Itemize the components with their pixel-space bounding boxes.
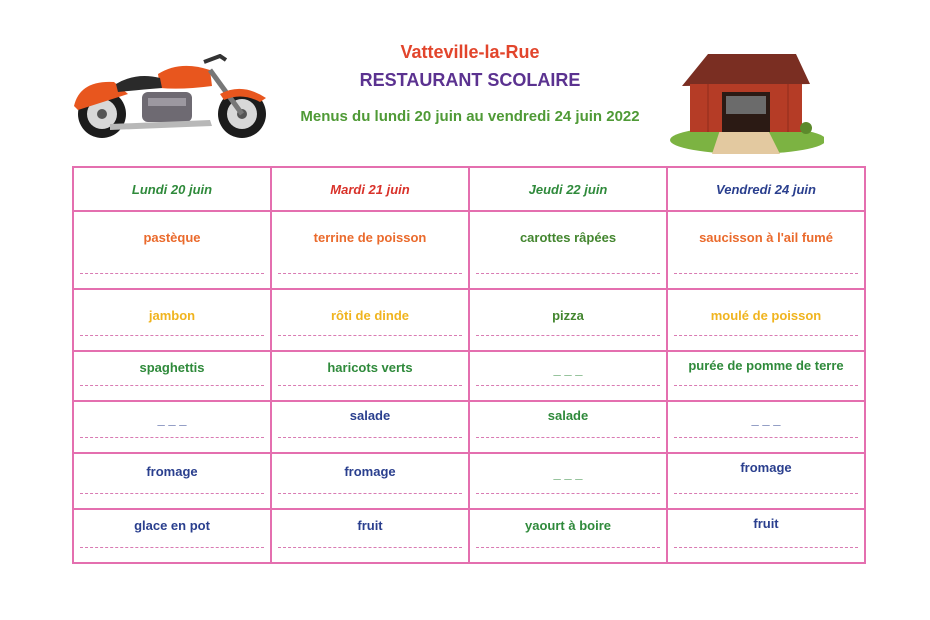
dashed-line [80, 437, 264, 438]
day-header-lundi: Lundi 20 juin [73, 167, 271, 211]
dashed-line [476, 273, 660, 274]
dish-label: fromage [740, 460, 792, 475]
menu-row-main [73, 289, 865, 351]
menu-row-starter [73, 211, 865, 289]
menu-cell [271, 289, 469, 351]
menu-cell [73, 289, 271, 351]
menu-cell [73, 453, 271, 509]
dashed-line [674, 493, 858, 494]
dish-label: moulé de poisson [710, 308, 822, 323]
dish-label: pastèque [143, 230, 201, 245]
menu-table [72, 166, 866, 564]
menu-cell [667, 401, 865, 453]
dashed-line [278, 437, 462, 438]
dish-label: yaourt à boire [525, 518, 611, 533]
menu-cell [469, 289, 667, 351]
dish-label: rôti de dinde [331, 308, 409, 323]
dashed-line [476, 493, 660, 494]
dashed-line [476, 547, 660, 548]
day-header-jeudi: Jeudi 22 juin [469, 167, 667, 211]
menu-cell [469, 401, 667, 453]
menu-cell [469, 351, 667, 401]
day-header-mardi: Mardi 21 juin [271, 167, 469, 211]
menu-cell [667, 289, 865, 351]
menu-cell [73, 211, 271, 289]
menu-cell [73, 351, 271, 401]
dashed-line [278, 273, 462, 274]
day-header-row [73, 167, 865, 211]
dashed-line [80, 335, 264, 336]
dashed-line [674, 335, 858, 336]
dashed-line [476, 437, 660, 438]
dish-label: _ _ _ [553, 466, 583, 481]
menu-cell [469, 509, 667, 563]
dish-label: jambon [148, 308, 196, 323]
dish-label: fruit [753, 516, 779, 531]
dish-label: purée de pomme de terre [688, 358, 844, 373]
menu-cell [667, 453, 865, 509]
menu-cell [667, 509, 865, 563]
menu-row-dessert [73, 509, 865, 563]
page-header [250, 40, 690, 125]
restaurant-title: RESTAURANT SCOLAIRE [359, 70, 581, 90]
menu-cell [271, 351, 469, 401]
dish-label: salade [547, 408, 589, 423]
menu-row-cheese [73, 453, 865, 509]
dish-label: _ _ _ [751, 412, 781, 427]
menu-cell [469, 211, 667, 289]
dashed-line [476, 335, 660, 336]
dashed-line [674, 385, 858, 386]
dish-label: terrine de poisson [313, 230, 427, 245]
town-name: Vatteville-la-Rue [400, 42, 540, 62]
dashed-line [476, 385, 660, 386]
dashed-line [278, 335, 462, 336]
dashed-line [278, 547, 462, 548]
dashed-line [278, 385, 462, 386]
dashed-line [278, 493, 462, 494]
menu-row-salad [73, 401, 865, 453]
dashed-line [80, 493, 264, 494]
dish-label: fruit [357, 518, 383, 533]
menu-cell [667, 211, 865, 289]
menu-cell [271, 509, 469, 563]
motorcycle-icon [70, 54, 276, 142]
dish-label: glace en pot [134, 518, 210, 533]
dish-label: fromage [344, 464, 396, 479]
menu-cell [667, 351, 865, 401]
dashed-line [80, 547, 264, 548]
dashed-line [80, 385, 264, 386]
dish-label: _ _ _ [553, 362, 583, 377]
dashed-line [674, 547, 858, 548]
dish-label: haricots verts [327, 360, 413, 375]
dish-label: saucisson à l'ail fumé [699, 230, 833, 245]
dish-label: fromage [146, 464, 198, 479]
menu-cell [73, 509, 271, 563]
dish-label: carottes râpées [519, 230, 617, 245]
dish-label: _ _ _ [157, 412, 187, 427]
menu-cell [469, 453, 667, 509]
dish-label: pizza [552, 308, 584, 323]
dish-label: spaghettis [139, 360, 205, 375]
menu-cell [271, 401, 469, 453]
dashed-line [674, 273, 858, 274]
week-subtitle: Menus du lundi 20 juin au vendredi 24 juin 2022 [300, 108, 640, 125]
menu-cell [271, 453, 469, 509]
garage-shed-icon [668, 48, 824, 158]
day-header-vendredi: Vendredi 24 juin [667, 167, 865, 211]
dashed-line [674, 437, 858, 438]
dashed-line [80, 273, 264, 274]
menu-cell [73, 401, 271, 453]
menu-row-side [73, 351, 865, 401]
menu-cell [271, 211, 469, 289]
dish-label: salade [349, 408, 391, 423]
